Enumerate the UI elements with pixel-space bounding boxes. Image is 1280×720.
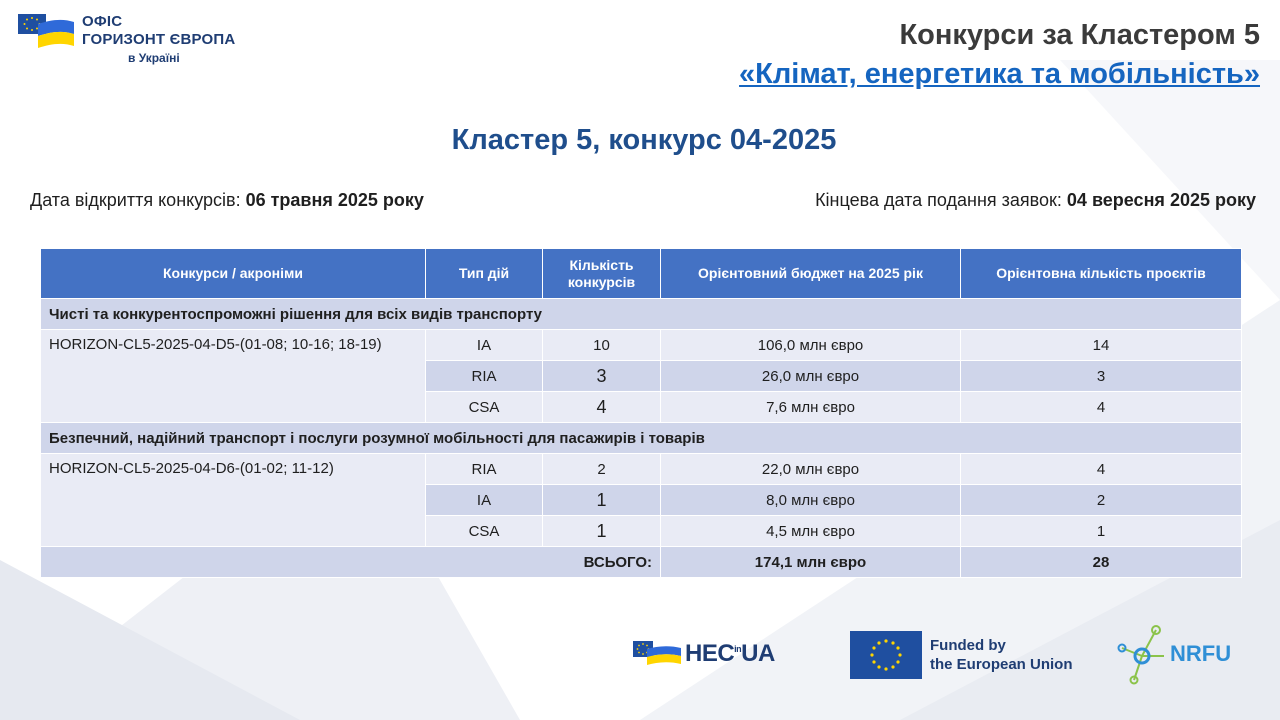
column-header: Тип дій — [426, 249, 543, 299]
eu-text-line-2: the European Union — [930, 656, 1073, 673]
logo-line-3: в Україні — [128, 51, 180, 65]
budget-cell: 4,5 млн євро — [661, 516, 961, 547]
deadline-date-label: Кінцева дата подання заявок: — [815, 190, 1067, 210]
deadline-date — [815, 190, 1256, 211]
hec-in: in — [734, 644, 742, 654]
hec-in-ua-logo — [633, 640, 775, 668]
count-cell: 1 — [543, 516, 661, 547]
calls-table — [40, 248, 1241, 578]
action-type-cell: CSA — [426, 392, 543, 423]
total-row — [41, 547, 1242, 578]
projects-cell: 14 — [961, 330, 1242, 361]
action-type-cell: RIA — [426, 361, 543, 392]
column-header: Кількість конкурсів — [543, 249, 661, 299]
projects-cell: 2 — [961, 485, 1242, 516]
column-header: Конкурси / акроніми — [41, 249, 426, 299]
hec-suffix: UA — [741, 640, 775, 667]
subheading: Кластер 5, конкурс 04-2025 — [451, 124, 837, 156]
nrfu-text: NRFU — [1170, 641, 1232, 666]
table-header-row — [41, 249, 1242, 299]
budget-cell: 26,0 млн євро — [661, 361, 961, 392]
funded-by-eu-logo — [850, 631, 1073, 679]
hec-logo-text — [685, 640, 775, 668]
projects-cell: 3 — [961, 361, 1242, 392]
logo-line-1: ОФІС — [82, 13, 123, 30]
budget-cell: 8,0 млн євро — [661, 485, 961, 516]
nrfu-molecule-icon — [1116, 620, 1168, 688]
projects-cell: 4 — [961, 454, 1242, 485]
budget-cell: 7,6 млн євро — [661, 392, 961, 423]
eu-flag-icon — [850, 631, 922, 679]
count-cell: 4 — [543, 392, 661, 423]
section-row — [41, 299, 1242, 330]
deadline-date-value: 04 вересня 2025 року — [1066, 190, 1256, 210]
title-link[interactable]: «Клімат, енергетика та мобільність» — [739, 58, 1260, 90]
section-title: Безпечний, надійний транспорт і послуги розумної мобільності для пасажирів і товарів — [41, 423, 1242, 454]
logo-line-2: ГОРИЗОНТ ЄВРОПА — [82, 31, 236, 48]
action-type-cell: IA — [426, 330, 543, 361]
section-title: Чисті та конкурентоспроможні рішення для всіх видів транспорту — [41, 299, 1242, 330]
table-row — [41, 330, 1242, 361]
eu-ukraine-flag-icon — [633, 641, 681, 667]
total-label: ВСЬОГО: — [41, 547, 661, 578]
office-horizon-europe-logo — [18, 14, 235, 64]
action-type-cell: RIA — [426, 454, 543, 485]
opening-date — [30, 190, 424, 211]
projects-cell: 4 — [961, 392, 1242, 423]
budget-cell: 22,0 млн євро — [661, 454, 961, 485]
opening-date-label: Дата відкриття конкурсів: — [30, 190, 246, 210]
call-acronym: HORIZON-CL5-2025-04-D6-(01-02; 11-12) — [41, 454, 426, 547]
column-header: Орієнтовна кількість проєктів — [961, 249, 1242, 299]
action-type-cell: IA — [426, 485, 543, 516]
nrfu-logo — [1116, 620, 1231, 688]
eu-ukraine-flag-icon — [18, 14, 74, 50]
budget-cell: 106,0 млн євро — [661, 330, 961, 361]
count-cell: 10 — [543, 330, 661, 361]
slide-title — [739, 16, 1260, 94]
call-acronym: HORIZON-CL5-2025-04-D5-(01-08; 10-16; 18-19) — [41, 330, 426, 423]
count-cell: 2 — [543, 454, 661, 485]
title-line-1: Конкурси за Кластером 5 — [899, 19, 1260, 51]
count-cell: 3 — [543, 361, 661, 392]
column-header: Орієнтовний бюджет на 2025 рік — [661, 249, 961, 299]
eu-text-line-1: Funded by — [930, 637, 1006, 654]
total-budget: 174,1 млн євро — [661, 547, 961, 578]
section-row — [41, 423, 1242, 454]
projects-cell: 1 — [961, 516, 1242, 547]
hec-main: HEC — [685, 640, 735, 667]
action-type-cell: CSA — [426, 516, 543, 547]
opening-date-value: 06 травня 2025 року — [245, 190, 424, 210]
table-row — [41, 454, 1242, 485]
count-cell: 1 — [543, 485, 661, 516]
total-projects: 28 — [961, 547, 1242, 578]
